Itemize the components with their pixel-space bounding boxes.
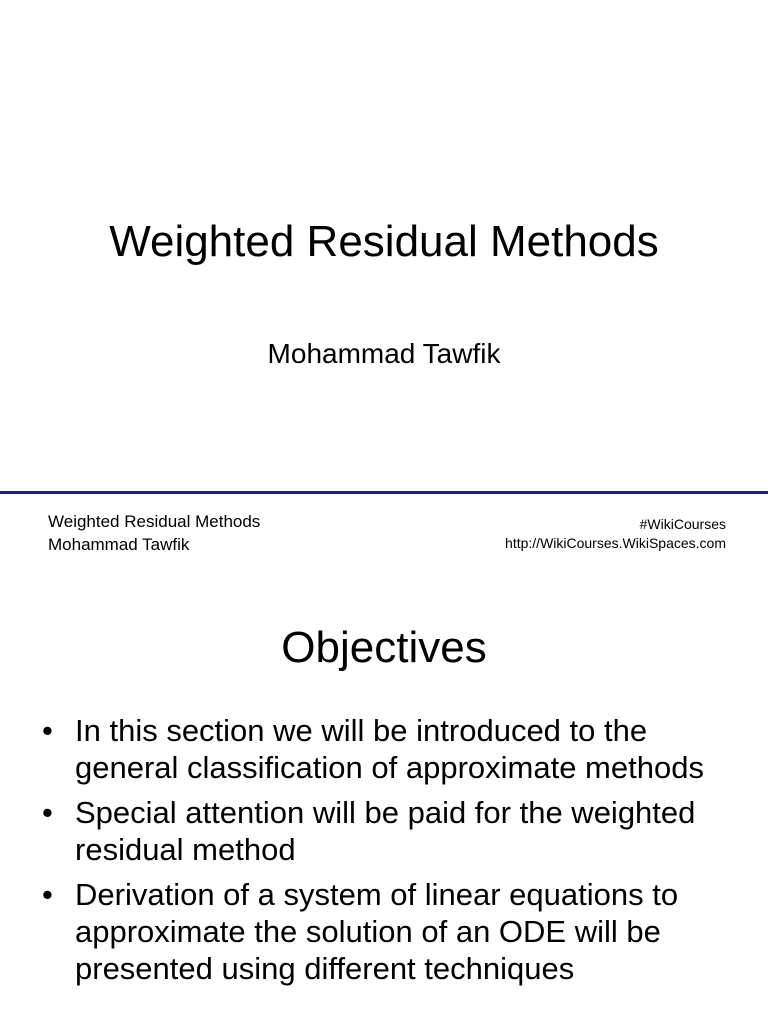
slide-author: Mohammad Tawfik — [267, 338, 501, 369]
list-item — [40, 794, 740, 868]
bullet-icon: • — [42, 877, 53, 912]
list-item-text: Derivation of a system of linear equations to approximate the solution of an ODE will be presented using different techniques — [75, 877, 679, 986]
course-author-text: Mohammad Tawfik — [48, 535, 190, 554]
list-item — [40, 712, 740, 786]
list-item-text: Special attention will be paid for the weighted residual method — [75, 795, 696, 867]
hashtag-text: #WikiCourses — [639, 516, 726, 532]
slide-title: Weighted Residual Methods — [109, 217, 659, 266]
title-slide — [0, 0, 768, 492]
site-url-link[interactable]: http://WikiCourses.WikiSpaces.com — [505, 535, 726, 551]
objectives-list — [40, 712, 740, 995]
slide-divider — [0, 491, 768, 494]
course-title-text: Weighted Residual Methods — [48, 512, 261, 531]
footer-course-info — [48, 510, 260, 556]
footer-site-info — [505, 515, 726, 553]
objectives-title: Objectives — [281, 623, 487, 672]
bullet-icon: • — [42, 713, 53, 748]
bullet-icon: • — [42, 795, 53, 830]
list-item — [40, 876, 740, 987]
list-item-text: In this section we will be introduced to the general classification of approximate methods — [75, 713, 704, 785]
